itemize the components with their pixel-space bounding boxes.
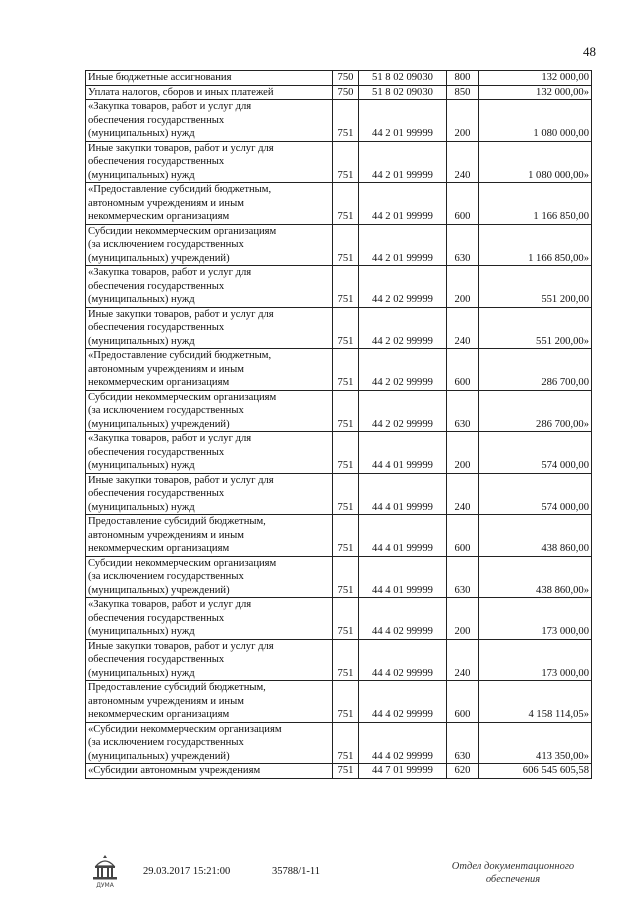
row-amount-cell: 132 000,00	[479, 71, 592, 86]
row-amount-cell: 438 860,00»	[479, 556, 592, 598]
table-row	[86, 390, 592, 432]
row-name-cell: «Закупка товаров, работ и услуг для обеспечения государственных (муниципальных) нужд	[86, 432, 333, 474]
table-row	[86, 71, 592, 86]
row-ministry-code-cell: 751	[333, 432, 359, 474]
row-expense-kind-cell: 240	[447, 307, 479, 349]
table-row	[86, 722, 592, 764]
table-row	[86, 598, 592, 640]
row-amount-cell: 574 000,00	[479, 473, 592, 515]
row-ministry-code-cell: 750	[333, 85, 359, 100]
row-ministry-code-cell: 751	[333, 722, 359, 764]
row-expense-kind-cell: 630	[447, 556, 479, 598]
row-ministry-code-cell: 751	[333, 141, 359, 183]
row-ministry-code-cell: 751	[333, 764, 359, 779]
row-expense-kind-cell: 200	[447, 266, 479, 308]
row-amount-cell: 4 158 114,05»	[479, 681, 592, 723]
table-row	[86, 85, 592, 100]
row-amount-cell: 551 200,00	[479, 266, 592, 308]
row-target-article-cell: 44 4 01 99999	[359, 432, 447, 474]
table-row	[86, 639, 592, 681]
row-amount-cell: 438 860,00	[479, 515, 592, 557]
row-target-article-cell: 44 4 02 99999	[359, 681, 447, 723]
row-name-cell: «Закупка товаров, работ и услуг для обеспечения государственных (муниципальных) нужд	[86, 100, 333, 142]
row-expense-kind-cell: 800	[447, 71, 479, 86]
row-expense-kind-cell: 630	[447, 722, 479, 764]
row-ministry-code-cell: 751	[333, 473, 359, 515]
table-row	[86, 473, 592, 515]
row-ministry-code-cell: 751	[333, 390, 359, 432]
row-ministry-code-cell: 751	[333, 100, 359, 142]
duma-emblem-icon	[88, 852, 122, 890]
table-row	[86, 307, 592, 349]
row-ministry-code-cell: 751	[333, 307, 359, 349]
row-amount-cell: 132 000,00»	[479, 85, 592, 100]
footer-document-number: 35788/1-11	[272, 866, 321, 877]
row-ministry-code-cell: 751	[333, 556, 359, 598]
row-amount-cell: 286 700,00»	[479, 390, 592, 432]
row-amount-cell: 173 000,00	[479, 639, 592, 681]
row-expense-kind-cell: 630	[447, 224, 479, 266]
row-expense-kind-cell: 620	[447, 764, 479, 779]
row-ministry-code-cell: 751	[333, 515, 359, 557]
row-target-article-cell: 44 4 01 99999	[359, 515, 447, 557]
row-amount-cell: 1 166 850,00»	[479, 224, 592, 266]
row-ministry-code-cell: 751	[333, 349, 359, 391]
row-expense-kind-cell: 600	[447, 349, 479, 391]
table-row	[86, 764, 592, 779]
row-target-article-cell: 44 4 01 99999	[359, 556, 447, 598]
row-name-cell: «Субсидии автономным учреждениям	[86, 764, 333, 779]
table-row	[86, 100, 592, 142]
budget-table-body	[86, 71, 592, 779]
row-target-article-cell: 44 2 02 99999	[359, 349, 447, 391]
page-number: 48	[583, 44, 596, 59]
row-target-article-cell: 51 8 02 09030	[359, 85, 447, 100]
row-target-article-cell: 44 2 02 99999	[359, 390, 447, 432]
row-target-article-cell: 51 8 02 09030	[359, 71, 447, 86]
row-ministry-code-cell: 751	[333, 681, 359, 723]
row-name-cell: Субсидии некоммерческим организациям (за исключением государственных (муниципальных) учреждений)	[86, 556, 333, 598]
row-name-cell: Иные закупки товаров, работ и услуг для обеспечения государственных (муниципальных) нужд	[86, 639, 333, 681]
row-name-cell: Иные закупки товаров, работ и услуг для обеспечения государственных (муниципальных) нужд	[86, 473, 333, 515]
row-target-article-cell: 44 4 02 99999	[359, 722, 447, 764]
row-expense-kind-cell: 200	[447, 432, 479, 474]
table-row	[86, 266, 592, 308]
footer-department-line1: Отдел документационного	[451, 861, 575, 872]
row-name-cell: «Субсидии некоммерческим организациям (за исключением государственных (муниципальных) учреждений)	[86, 722, 333, 764]
row-amount-cell: 606 545 605,58	[479, 764, 592, 779]
row-expense-kind-cell: 600	[447, 183, 479, 225]
svg-text:ДУМА: ДУМА	[96, 882, 114, 889]
row-name-cell: Предоставление субсидий бюджетным, автономным учреждениям и иным некоммерческим организациям	[86, 681, 333, 723]
row-target-article-cell: 44 2 02 99999	[359, 266, 447, 308]
footer-department-line2: обеспечения	[485, 874, 541, 885]
row-ministry-code-cell: 751	[333, 183, 359, 225]
row-ministry-code-cell: 751	[333, 639, 359, 681]
budget-table	[85, 70, 592, 779]
table-row	[86, 224, 592, 266]
table-row	[86, 432, 592, 474]
row-expense-kind-cell: 240	[447, 141, 479, 183]
row-expense-kind-cell: 200	[447, 100, 479, 142]
row-amount-cell: 173 000,00	[479, 598, 592, 640]
row-target-article-cell: 44 2 01 99999	[359, 100, 447, 142]
row-amount-cell: 1 166 850,00	[479, 183, 592, 225]
row-name-cell: Иные бюджетные ассигнования	[86, 71, 333, 86]
row-expense-kind-cell: 630	[447, 390, 479, 432]
row-name-cell: Субсидии некоммерческим организациям (за исключением государственных (муниципальных) учреждений)	[86, 224, 333, 266]
row-expense-kind-cell: 200	[447, 598, 479, 640]
row-target-article-cell: 44 2 01 99999	[359, 224, 447, 266]
row-expense-kind-cell: 600	[447, 681, 479, 723]
row-amount-cell: 574 000,00	[479, 432, 592, 474]
row-name-cell: Субсидии некоммерческим организациям (за исключением государственных (муниципальных) учреждений)	[86, 390, 333, 432]
row-name-cell: «Предоставление субсидий бюджетным, автономным учреждениям и иным некоммерческим организациям	[86, 183, 333, 225]
row-ministry-code-cell: 751	[333, 266, 359, 308]
row-amount-cell: 551 200,00»	[479, 307, 592, 349]
row-ministry-code-cell: 751	[333, 224, 359, 266]
row-name-cell: Иные закупки товаров, работ и услуг для обеспечения государственных (муниципальных) нужд	[86, 307, 333, 349]
row-name-cell: «Закупка товаров, работ и услуг для обеспечения государственных (муниципальных) нужд	[86, 598, 333, 640]
table-row	[86, 556, 592, 598]
row-amount-cell: 286 700,00	[479, 349, 592, 391]
table-row	[86, 681, 592, 723]
table-row	[86, 141, 592, 183]
footer-department	[438, 860, 588, 886]
row-amount-cell: 413 350,00»	[479, 722, 592, 764]
row-target-article-cell: 44 2 01 99999	[359, 141, 447, 183]
row-target-article-cell: 44 2 02 99999	[359, 307, 447, 349]
row-target-article-cell: 44 4 02 99999	[359, 598, 447, 640]
row-target-article-cell: 44 4 01 99999	[359, 473, 447, 515]
table-row	[86, 515, 592, 557]
row-expense-kind-cell: 240	[447, 473, 479, 515]
row-name-cell: «Закупка товаров, работ и услуг для обеспечения государственных (муниципальных) нужд	[86, 266, 333, 308]
table-row	[86, 349, 592, 391]
row-target-article-cell: 44 7 01 99999	[359, 764, 447, 779]
row-expense-kind-cell: 240	[447, 639, 479, 681]
row-name-cell: Предоставление субсидий бюджетным, автономным учреждениям и иным некоммерческим организациям	[86, 515, 333, 557]
footer-datetime: 29.03.2017 15:21:00	[143, 866, 231, 877]
row-target-article-cell: 44 4 02 99999	[359, 639, 447, 681]
row-name-cell: Иные закупки товаров, работ и услуг для обеспечения государственных (муниципальных) нужд	[86, 141, 333, 183]
row-target-article-cell: 44 2 01 99999	[359, 183, 447, 225]
row-ministry-code-cell: 750	[333, 71, 359, 86]
row-name-cell: «Предоставление субсидий бюджетным, автономным учреждениям и иным некоммерческим организациям	[86, 349, 333, 391]
row-expense-kind-cell: 850	[447, 85, 479, 100]
table-row	[86, 183, 592, 225]
row-expense-kind-cell: 600	[447, 515, 479, 557]
row-amount-cell: 1 080 000,00	[479, 100, 592, 142]
row-name-cell: Уплата налогов, сборов и иных платежей	[86, 85, 333, 100]
row-amount-cell: 1 080 000,00»	[479, 141, 592, 183]
row-ministry-code-cell: 751	[333, 598, 359, 640]
